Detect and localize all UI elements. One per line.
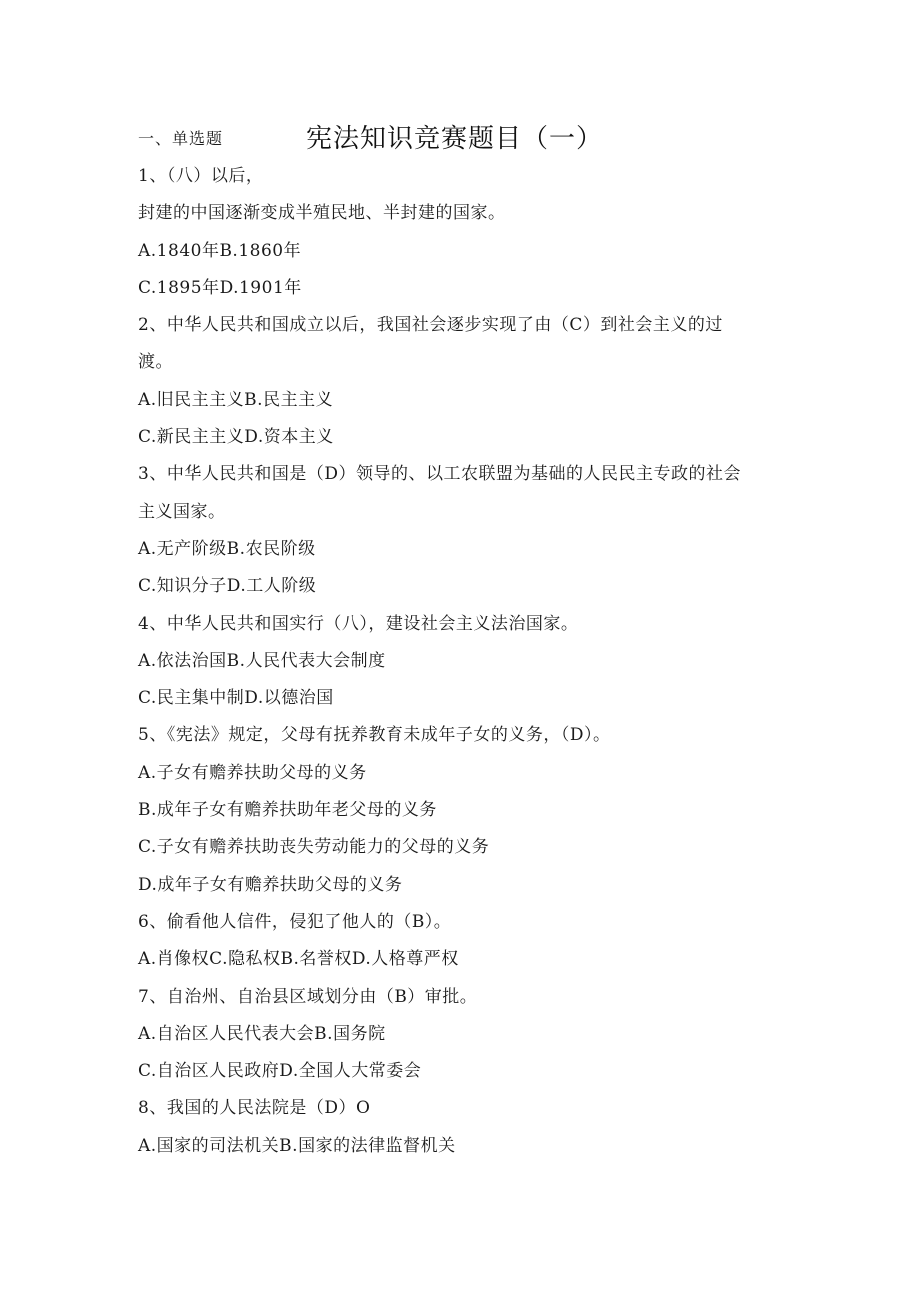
- text-line: A.旧民主主义B.民主主义: [138, 389, 334, 410]
- text-line: A.国家的司法机关B.国家的法律监督机关: [138, 1135, 456, 1156]
- text-line: C.知识分子D.工人阶级: [138, 576, 317, 597]
- text-line: C.新民主主义D.资本主义: [138, 427, 334, 448]
- text-line: 4、中华人民共和国实行（八），建设社会主义法治国家。: [138, 613, 579, 634]
- text-line: B.成年子女有赡养扶助年老父母的义务: [138, 800, 437, 821]
- text-line: 渡。: [138, 352, 173, 373]
- text-line: C.民主集中制D.以德治国: [138, 688, 334, 709]
- text-line: 6、偷看他人信件，侵犯了他人的（B）。: [138, 911, 452, 932]
- text-line: C.自治区人民政府D.全国人大常委会: [138, 1061, 422, 1082]
- text-line: A.自治区人民代表大会B.国务院: [138, 1023, 386, 1044]
- text-line: C.1895年D.1901年: [138, 277, 302, 298]
- section-label: 一、单选题: [138, 129, 224, 148]
- text-line: A.依法治国B.人民代表大会制度: [138, 650, 386, 671]
- text-line: 封建的中国逐渐变成半殖民地、半封建的国家。: [138, 203, 506, 224]
- text-line: 1、（八）以后，: [138, 166, 264, 186]
- text-line: C.子女有赡养扶助丧失劳动能力的父母的义务: [138, 837, 490, 858]
- text-line: A.子女有赡养扶助父母的义务: [138, 762, 367, 783]
- page-title: 宪法知识竞赛题目（一）: [306, 124, 604, 154]
- question-list: [138, 158, 798, 1165]
- text-line: 5、《宪法》规定，父母有抚养教育未成年子女的义务，（D）。: [138, 725, 611, 746]
- text-line: A.无产阶级B.农民阶级: [138, 538, 316, 559]
- text-line: 7、自治州、自治县区域划分由（B）审批。: [138, 986, 478, 1007]
- text-line: 8、我国的人民法院是（D）O: [138, 1098, 371, 1119]
- text-line: D.成年子女有赡养扶助父母的义务: [138, 874, 403, 895]
- text-line: 2、中华人民共和国成立以后，我国社会逐步实现了由（C）到社会主义的过: [138, 315, 723, 336]
- text-line: A.肖像权C.隐私权B.名誉权D.人格尊严权: [138, 949, 459, 970]
- document-header: [138, 118, 838, 158]
- text-line: 主义国家。: [138, 501, 226, 522]
- text-line: A.1840年B.1860年: [138, 240, 302, 261]
- text-line: 3、中华人民共和国是（D）领导的、以工农联盟为基础的人民民主专政的社会: [138, 464, 741, 485]
